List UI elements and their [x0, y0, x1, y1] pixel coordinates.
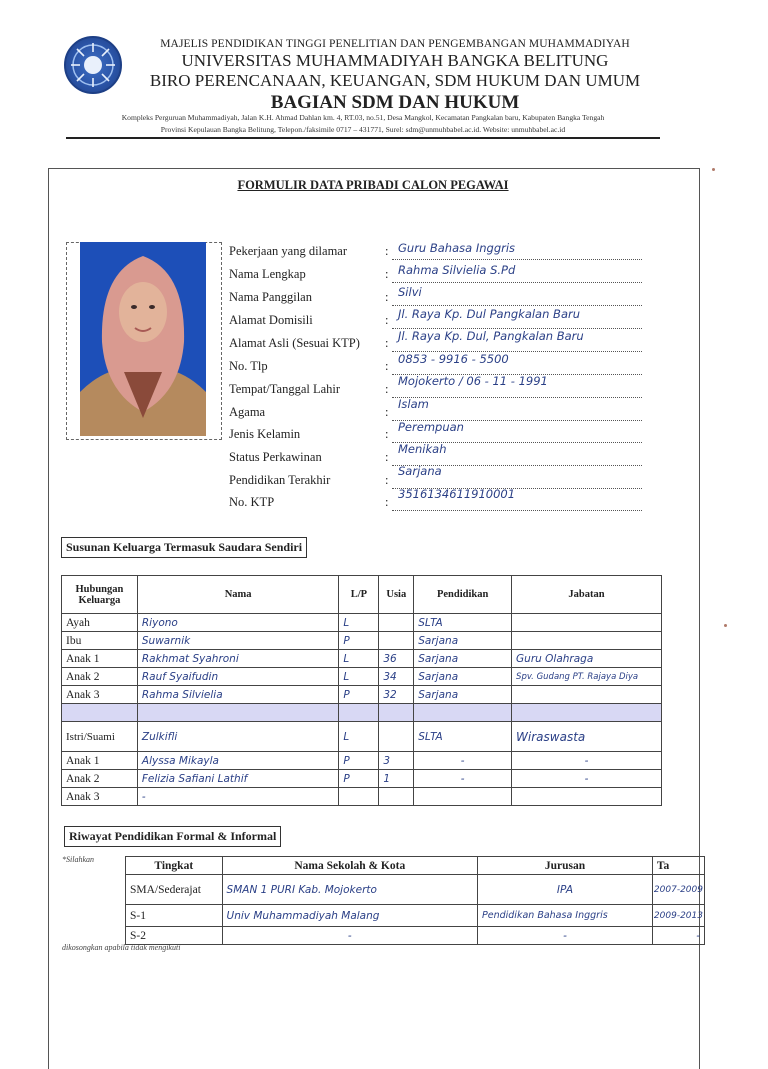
cell-education[interactable]: SLTA	[414, 614, 512, 632]
cell-level: S-2	[126, 927, 223, 945]
cell-school[interactable]: Univ Muhammadiyah Malang	[222, 905, 477, 927]
header-divider	[66, 137, 660, 139]
cell-age[interactable]: 1	[379, 770, 414, 788]
colon: :	[385, 336, 389, 350]
cell-school[interactable]: SMAN 1 PURI Kab. Mojokerto	[222, 875, 477, 905]
cell-year[interactable]: 2009-2013	[652, 905, 704, 927]
note-top: *Silahkan	[62, 855, 94, 864]
cell-name[interactable]: Rahma Silvielia	[137, 686, 339, 704]
family-table	[61, 575, 662, 806]
col-header-relation: Hubungan Keluarga	[62, 576, 138, 614]
cell-year[interactable]: 2007-2009	[652, 875, 704, 905]
header-address-line2: Provinsi Kepulauan Bangka Belitung, Telepon./faksimile 0717 – 431771, Surel: sdm@unmuhbabel.ac.id. Website: unmuhbabel.ac.id	[160, 125, 566, 134]
table-row	[62, 788, 662, 806]
colon: :	[385, 244, 389, 258]
cell-name[interactable]: Alyssa Mikayla	[137, 752, 339, 770]
cell-major[interactable]: -	[478, 927, 653, 945]
cell-position	[512, 704, 662, 722]
cell-level: SMA/Sederajat	[126, 875, 223, 905]
cell-name[interactable]: -	[137, 788, 339, 806]
cell-relation: Ibu	[62, 632, 138, 650]
cell-relation: Anak 3	[62, 686, 138, 704]
cell-position[interactable]: -	[512, 770, 662, 788]
table-row	[62, 614, 662, 632]
cell-position[interactable]: -	[512, 752, 662, 770]
dotted-line	[392, 282, 642, 283]
colon: :	[385, 290, 389, 304]
table-header-row	[62, 576, 662, 614]
field-label-religion: Agama	[229, 405, 266, 419]
cell-gender[interactable]: L	[339, 722, 379, 752]
cell-position[interactable]: Wiraswasta	[512, 722, 662, 752]
cell-age[interactable]	[379, 788, 414, 806]
university-logo	[64, 36, 122, 94]
cell-name[interactable]: Zulkifli	[137, 722, 339, 752]
cell-education[interactable]: -	[414, 752, 512, 770]
cell-education[interactable]: Sarjana	[414, 632, 512, 650]
dotted-line	[392, 397, 642, 398]
cell-position[interactable]: Guru Olahraga	[512, 650, 662, 668]
cell-education[interactable]: Sarjana	[414, 650, 512, 668]
colon: :	[385, 313, 389, 327]
cell-gender[interactable]: P	[339, 752, 379, 770]
field-value-ktp-number[interactable]: 3516134611910001	[398, 487, 516, 501]
dotted-line	[392, 259, 642, 260]
section-title-education: Riwayat Pendidikan Formal & Informal	[64, 826, 281, 847]
field-label-education: Pendidikan Terakhir	[229, 473, 331, 487]
header-address-line1: Kompleks Perguruan Muhammadiyah, Jalan K.H. Ahmad Dahlan km. 4, RT.03, no.51, Desa Mangkol, Kecamatan Pangkalan baru, Kabupaten Bangka Tengah	[121, 113, 605, 122]
cell-position[interactable]	[512, 614, 662, 632]
cell-position[interactable]	[512, 686, 662, 704]
cell-gender[interactable]: L	[339, 614, 379, 632]
header-bureau: BIRO PERENCANAAN, KEUANGAN, SDM HUKUM DAN UMUM	[149, 71, 641, 90]
field-value-education[interactable]: Sarjana	[398, 464, 442, 478]
col-header-gender: L/P	[339, 576, 379, 614]
colon: :	[385, 382, 389, 396]
table-row	[126, 927, 705, 945]
cell-age[interactable]: 32	[379, 686, 414, 704]
cell-name[interactable]: Rauf Syaifudin	[137, 668, 339, 686]
cell-education[interactable]	[414, 788, 512, 806]
cell-relation: Ayah	[62, 614, 138, 632]
cell-education[interactable]: Sarjana	[414, 668, 512, 686]
cell-position[interactable]	[512, 788, 662, 806]
col-header-school: Nama Sekolah & Kota	[222, 857, 477, 875]
colon: :	[385, 405, 389, 419]
col-header-age: Usia	[379, 576, 414, 614]
field-value-marital[interactable]: Menikah	[398, 442, 447, 456]
form-title: FORMULIR DATA PRIBADI CALON PEGAWAI	[237, 178, 509, 192]
cell-gender[interactable]: P	[339, 632, 379, 650]
cell-age[interactable]	[379, 632, 414, 650]
col-header-major: Jurusan	[478, 857, 653, 875]
col-header-level: Tingkat	[126, 857, 223, 875]
field-label-phone: No. Tlp	[229, 359, 268, 373]
field-value-gender[interactable]: Perempuan	[398, 420, 464, 434]
header-council: MAJELIS PENDIDIKAN TINGGI PENELITIAN DAN PENGEMBANGAN MUHAMMADIYAH	[160, 38, 630, 50]
table-row	[126, 905, 705, 927]
cell-school[interactable]: -	[222, 927, 477, 945]
field-value-nickname[interactable]: Silvi	[398, 285, 422, 299]
field-value-ktp-address[interactable]: Jl. Raya Kp. Dul, Pangkalan Baru	[398, 329, 584, 343]
table-row	[62, 770, 662, 788]
cell-gender	[339, 704, 379, 722]
cell-major[interactable]: Pendidikan Bahasa Inggris	[478, 905, 653, 927]
note-bottom: dikosongkan apabila tidak mengikuti	[62, 943, 181, 952]
table-row	[62, 752, 662, 770]
field-value-birth[interactable]: Mojokerto / 06 - 11 - 1991	[398, 374, 548, 388]
table-row	[62, 632, 662, 650]
education-table	[125, 856, 705, 945]
cell-age[interactable]	[379, 614, 414, 632]
cell-relation: Istri/Suami	[62, 722, 138, 752]
cell-gender[interactable]: L	[339, 668, 379, 686]
paper-mark	[724, 624, 727, 627]
applicant-photo	[80, 242, 206, 436]
cell-age[interactable]: 36	[379, 650, 414, 668]
dotted-line	[392, 305, 642, 306]
paper-mark	[712, 168, 715, 171]
table-row	[62, 650, 662, 668]
table-row	[126, 875, 705, 905]
cell-age	[379, 704, 414, 722]
field-value-phone[interactable]: 0853 - 9916 - 5500	[398, 352, 509, 366]
col-header-name: Nama	[137, 576, 339, 614]
cell-name	[137, 704, 339, 722]
field-value-full-name[interactable]: Rahma Silvielia S.Pd	[398, 263, 516, 277]
field-label-ktp-address: Alamat Asli (Sesuai KTP)	[229, 336, 360, 350]
colon: :	[385, 267, 389, 281]
cell-age[interactable]	[379, 722, 414, 752]
cell-gender[interactable]: P	[339, 686, 379, 704]
cell-position[interactable]: Spv. Gudang PT. Rajaya Diya	[512, 668, 662, 686]
section-title-family: Susunan Keluarga Termasuk Saudara Sendiri	[61, 537, 307, 558]
cell-relation: Anak 3	[62, 788, 138, 806]
cell-name[interactable]: Suwarnik	[137, 632, 339, 650]
colon: :	[385, 450, 389, 464]
cell-relation: Anak 1	[62, 650, 138, 668]
colon: :	[385, 427, 389, 441]
cell-education[interactable]: Sarjana	[414, 686, 512, 704]
colon: :	[385, 359, 389, 373]
col-header-education: Pendidikan	[414, 576, 512, 614]
table-row	[62, 722, 662, 752]
dotted-line	[392, 510, 642, 511]
cell-education[interactable]: -	[414, 770, 512, 788]
col-header-position: Jabatan	[512, 576, 662, 614]
field-value-domicile[interactable]: Jl. Raya Kp. Dul Pangkalan Baru	[398, 307, 581, 321]
colon: :	[385, 495, 389, 509]
cell-education	[414, 704, 512, 722]
field-label-ktp-number: No. KTP	[229, 495, 275, 509]
cell-relation: Anak 2	[62, 770, 138, 788]
cell-year[interactable]: -	[652, 927, 704, 945]
cell-relation	[62, 704, 138, 722]
table-row-separator	[62, 704, 662, 722]
table-row	[62, 686, 662, 704]
field-label-gender: Jenis Kelamin	[229, 427, 301, 441]
field-label-birth: Tempat/Tanggal Lahir	[229, 382, 341, 396]
colon: :	[385, 473, 389, 487]
cell-name[interactable]: Riyono	[137, 614, 339, 632]
cell-relation: Anak 1	[62, 752, 138, 770]
header-university: UNIVERSITAS MUHAMMADIYAH BANGKA BELITUNG	[181, 51, 609, 70]
cell-gender[interactable]: P	[339, 770, 379, 788]
field-label-position: Pekerjaan yang dilamar	[229, 244, 348, 258]
cell-major[interactable]: IPA	[478, 875, 653, 905]
table-row	[62, 668, 662, 686]
cell-age[interactable]: 3	[379, 752, 414, 770]
field-value-position[interactable]: Guru Bahasa Inggris	[398, 241, 516, 255]
cell-position[interactable]	[512, 632, 662, 650]
cell-gender[interactable]: L	[339, 650, 379, 668]
field-label-nickname: Nama Panggilan	[229, 290, 312, 304]
field-label-full-name: Nama Lengkap	[229, 267, 306, 281]
cell-name[interactable]: Rakhmat Syahroni	[137, 650, 339, 668]
cell-level: S-1	[126, 905, 223, 927]
field-value-religion[interactable]: Islam	[398, 397, 429, 411]
cell-gender[interactable]	[339, 788, 379, 806]
cell-education[interactable]: SLTA	[414, 722, 512, 752]
field-label-marital: Status Perkawinan	[229, 450, 322, 464]
col-header-year: Ta	[652, 857, 704, 875]
field-label-domicile: Alamat Domisili	[229, 313, 313, 327]
header-division: BAGIAN SDM DAN HUKUM	[270, 92, 520, 113]
table-header-row	[126, 857, 705, 875]
cell-name[interactable]: Felizia Safiani Lathif	[137, 770, 339, 788]
cell-relation: Anak 2	[62, 668, 138, 686]
cell-age[interactable]: 34	[379, 668, 414, 686]
